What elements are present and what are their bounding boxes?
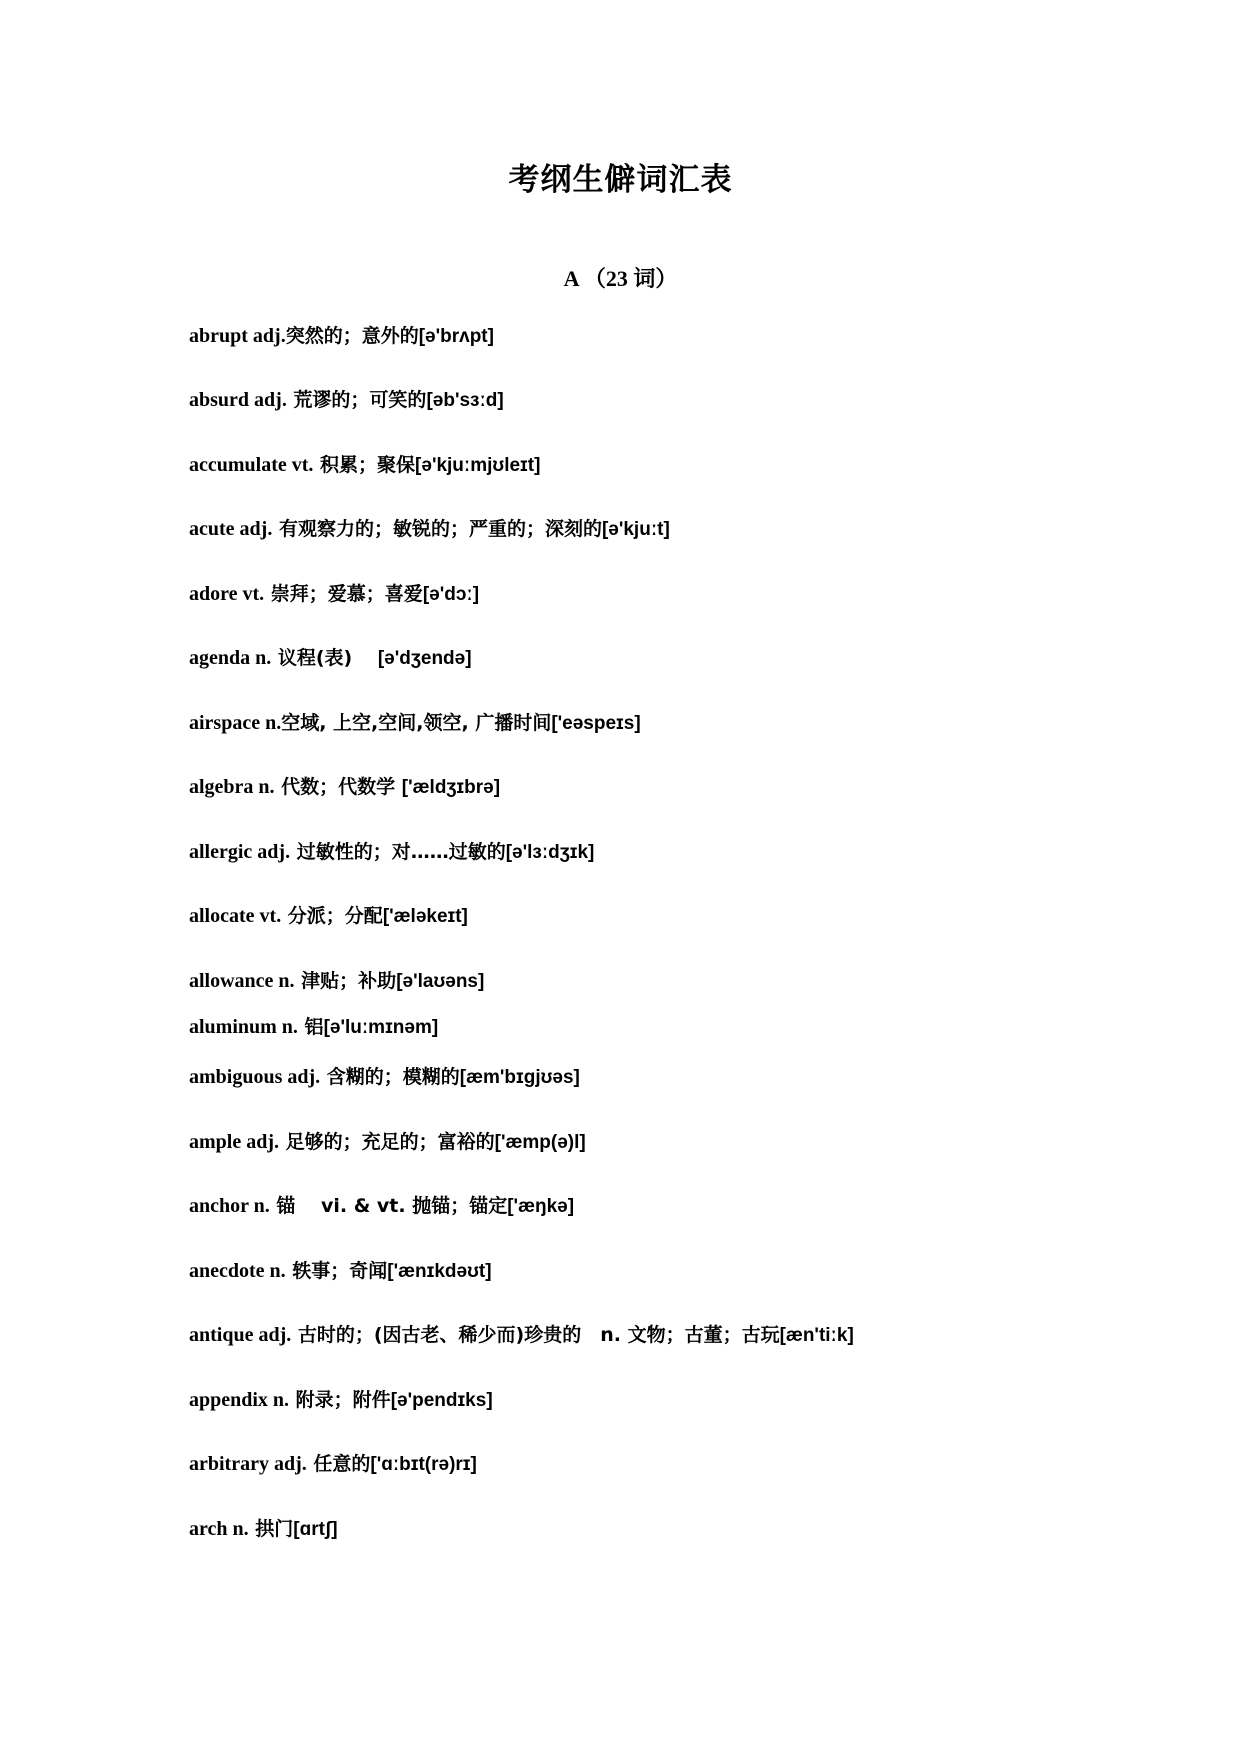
entry-phonetic: ['æmp(ə)l] bbox=[494, 1132, 586, 1153]
entry-definition: 足够的；充足的；富裕的 bbox=[279, 1131, 495, 1153]
vocab-entry bbox=[189, 1387, 493, 1414]
entry-word: anchor n. bbox=[189, 1195, 270, 1217]
entry-word: arbitrary adj. bbox=[189, 1453, 307, 1475]
vocab-entry bbox=[189, 1451, 477, 1478]
vocab-entry bbox=[189, 774, 500, 801]
entry-word: allocate vt. bbox=[189, 905, 282, 927]
entry-definition: 积累；聚保 bbox=[313, 454, 416, 476]
vocab-entry bbox=[189, 323, 494, 350]
entry-definition: 突然的；意外的 bbox=[285, 325, 419, 347]
entry-definition: 津贴；补助 bbox=[294, 970, 397, 992]
entry-definition: 过敏性的；对……过敏的 bbox=[290, 841, 506, 863]
vocab-entry bbox=[189, 1014, 438, 1041]
entry-phonetic: ['ældʒɪbrə] bbox=[401, 777, 501, 798]
entry-word: aluminum n. bbox=[189, 1016, 298, 1038]
entry-definition: 铝 bbox=[297, 1016, 324, 1038]
entry-phonetic: [æn'tiːk] bbox=[779, 1325, 854, 1346]
entry-word: anecdote n. bbox=[189, 1260, 286, 1282]
entry-definition: 任意的 bbox=[306, 1453, 371, 1475]
vocab-entry bbox=[189, 1322, 854, 1349]
entry-phonetic: [ə'dʒendə] bbox=[377, 648, 472, 669]
vocab-entry bbox=[189, 968, 484, 995]
entry-phonetic: [əb'sɜːd] bbox=[426, 390, 504, 411]
entry-word: ambiguous adj. bbox=[189, 1066, 321, 1088]
entry-word: accumulate vt. bbox=[189, 454, 314, 476]
vocab-entry bbox=[189, 839, 594, 866]
page-title: 考纲生僻词汇表 bbox=[508, 162, 733, 197]
entry-word: algebra n. bbox=[189, 776, 275, 798]
entry-phonetic: ['ænɪkdəʊt] bbox=[387, 1261, 492, 1282]
entry-word: allowance n. bbox=[189, 970, 295, 992]
vocab-entry bbox=[189, 387, 504, 414]
vocab-entry bbox=[189, 1064, 580, 1091]
vocab-entry bbox=[189, 516, 670, 543]
entry-definition: 拱门 bbox=[248, 1518, 294, 1540]
entry-word: ample adj. bbox=[189, 1131, 279, 1153]
vocab-entry bbox=[189, 710, 641, 737]
entry-phonetic: ['æləkeɪt] bbox=[382, 906, 468, 927]
entry-phonetic: [ə'luːmɪnəm] bbox=[323, 1017, 439, 1038]
entry-definition: 崇拜；爱慕；喜爱 bbox=[264, 583, 423, 605]
entry-phonetic: [ə'brʌpt] bbox=[418, 326, 494, 347]
vocab-entry bbox=[189, 452, 540, 479]
entry-definition: 有观察力的；敏锐的；严重的；深刻的 bbox=[272, 518, 602, 540]
entry-phonetic: [ə'laʊəns] bbox=[396, 971, 485, 992]
entry-definition: 议程(表) bbox=[271, 647, 378, 669]
entry-word: agenda n. bbox=[189, 647, 272, 669]
entry-word: acute adj. bbox=[189, 518, 273, 540]
vocab-entry bbox=[189, 1258, 492, 1285]
entry-word: appendix n. bbox=[189, 1389, 290, 1411]
entry-phonetic: [ə'kjuːt] bbox=[601, 519, 670, 540]
vocab-entry bbox=[189, 1193, 574, 1220]
entry-phonetic: [ə'lɜːdʒɪk] bbox=[505, 842, 595, 863]
entry-phonetic: ['ɑːbɪt(rə)rɪ] bbox=[370, 1454, 477, 1475]
entry-definition: 锚 vi. & vt. 抛锚；锚定 bbox=[269, 1195, 508, 1217]
entry-word: arch n. bbox=[189, 1518, 249, 1540]
entry-phonetic: [ə'dɔː] bbox=[422, 584, 480, 605]
entry-phonetic: [ə'kjuːmjʊleɪt] bbox=[415, 455, 541, 476]
vocab-entry bbox=[189, 903, 468, 930]
entry-definition: 空域, 上空,空间,领空, 广播时间 bbox=[281, 712, 552, 734]
entry-word: airspace n. bbox=[189, 712, 282, 734]
vocab-entry bbox=[189, 581, 479, 608]
entry-definition: 分派；分配 bbox=[281, 905, 383, 927]
entry-definition: 附录；附件 bbox=[289, 1389, 391, 1411]
entry-phonetic: ['eəspeɪs] bbox=[551, 713, 641, 734]
vocab-entry bbox=[189, 1516, 338, 1543]
entry-word: abrupt adj. bbox=[189, 325, 286, 347]
entry-phonetic: [ɑrtʃ] bbox=[293, 1519, 338, 1540]
entry-word: allergic adj. bbox=[189, 841, 291, 863]
entry-definition: 含糊的；模糊的 bbox=[320, 1066, 460, 1088]
entry-definition: 代数；代数学 bbox=[274, 776, 402, 798]
vocab-entry bbox=[189, 1129, 586, 1156]
entry-word: adore vt. bbox=[189, 583, 265, 605]
section-heading: A （23 词） bbox=[563, 266, 678, 291]
entry-phonetic: [ə'pendɪks] bbox=[390, 1390, 493, 1411]
entry-definition: 轶事；奇闻 bbox=[285, 1260, 388, 1282]
entry-definition: 古时的；(因古老、稀少而)珍贵的 n. 文物；古董；古玩 bbox=[291, 1324, 780, 1346]
entry-word: antique adj. bbox=[189, 1324, 292, 1346]
entry-definition: 荒谬的；可笑的 bbox=[286, 389, 427, 411]
entry-phonetic: ['æŋkə] bbox=[507, 1196, 575, 1217]
entry-phonetic: [æm'bɪgjʊəs] bbox=[459, 1067, 580, 1088]
entry-word: absurd adj. bbox=[189, 389, 287, 411]
vocab-entry bbox=[189, 645, 472, 672]
